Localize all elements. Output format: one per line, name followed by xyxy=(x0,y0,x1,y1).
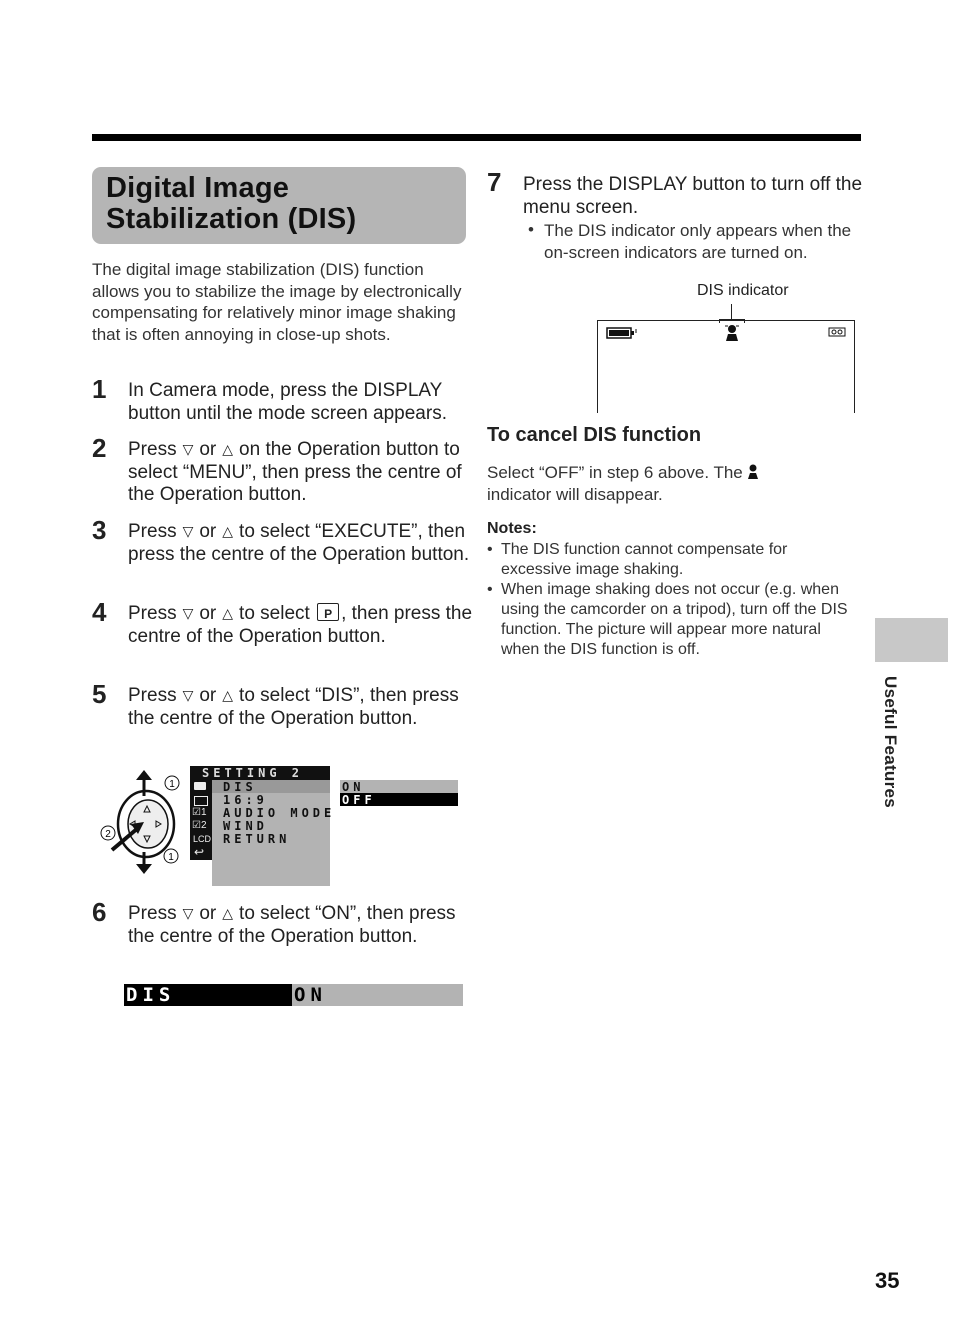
dis-bar-label: DIS xyxy=(126,984,176,1006)
step-text-rest: to select “ON”, then press the centre of the Operation button. xyxy=(128,903,456,947)
dis-status-bar xyxy=(124,984,463,1006)
step-number: 6 xyxy=(92,897,107,927)
step-text-mid: to select xyxy=(239,603,310,624)
step-text xyxy=(128,903,473,948)
step-text xyxy=(128,603,473,648)
digital-stabilizer-icon xyxy=(317,603,339,621)
step-text xyxy=(128,685,473,730)
callout-label: 2 xyxy=(105,829,111,840)
up-triangle-icon: △ xyxy=(222,905,234,921)
step-text-press: Press xyxy=(128,685,177,706)
down-triangle-icon: ▽ xyxy=(182,905,194,921)
step-number: 3 xyxy=(92,515,107,545)
up-arrow-head xyxy=(136,770,152,780)
step-text-or: or xyxy=(199,521,217,542)
step-text-or: or xyxy=(199,603,217,624)
lcd-icon: LCD xyxy=(193,834,212,844)
down-triangle-icon: ▽ xyxy=(182,605,194,621)
menu-item-return: RETURN xyxy=(223,832,291,846)
step-text-or: or xyxy=(199,685,217,706)
up-triangle-icon: △ xyxy=(222,605,234,621)
step-number: 2 xyxy=(92,433,107,463)
camera-icon xyxy=(194,782,206,790)
section-title-line1: Digital Image xyxy=(106,172,290,204)
step-text-rest: to select “DIS”, then press the centre of the Operation button. xyxy=(128,685,459,729)
step-text-rest: to select “EXECUTE”, then press the centre of the Operation button. xyxy=(128,521,470,565)
step-text-press: Press xyxy=(128,603,177,624)
setting1-icon: ☑1 xyxy=(192,807,207,818)
down-triangle-icon: ▽ xyxy=(182,441,194,457)
return-icon: ↩ xyxy=(194,845,205,859)
step-text-press: Press xyxy=(128,439,177,460)
side-tab xyxy=(875,618,948,662)
down-triangle-icon: ▽ xyxy=(182,523,194,539)
section-title xyxy=(106,173,456,235)
step-number: 4 xyxy=(92,597,107,627)
bullet: • xyxy=(487,581,493,598)
note-item: The DIS function cannot compensate for excessive image shaking. xyxy=(501,541,788,578)
step-text-press: Press xyxy=(128,903,177,924)
step-text xyxy=(128,521,473,566)
setting2-icon: ☑2 xyxy=(192,820,207,831)
step-text-or: or xyxy=(199,903,217,924)
intro-paragraph: The digital image stabilization (DIS) function allows you to stabilize the image by electronically compensating for relatively minor image shaking that is often annoying in close-up shots. xyxy=(92,260,462,344)
note-item: When image shaking does not occur (e.g. when using the camcorder on a tripod), turn off the DIS function. The picture will appear more natural when the DIS function is off. xyxy=(501,581,848,658)
side-section-label: Useful Features xyxy=(881,676,900,809)
camera-settings-icon xyxy=(194,796,208,806)
step-text-rest: on the Operation button to select “MENU”, then press the centre of the Operation button. xyxy=(128,439,462,505)
tape-icon xyxy=(828,327,846,337)
down-triangle-icon: ▽ xyxy=(182,687,194,703)
up-triangle-icon: △ xyxy=(222,687,234,703)
option-off: OFF xyxy=(342,793,376,807)
bullet: • xyxy=(528,220,534,239)
notes-heading: Notes: xyxy=(487,520,537,537)
step-text-or: or xyxy=(199,439,217,460)
up-triangle-icon: △ xyxy=(222,523,234,539)
menu-item-16-9: 16:9 xyxy=(223,793,268,807)
page-number: 35 xyxy=(875,1268,900,1293)
menu-item-audio-mode: AUDIO MODE xyxy=(223,806,336,820)
top-rule xyxy=(92,134,861,141)
down-arrow-head xyxy=(136,864,152,874)
battery-icon xyxy=(606,326,638,340)
cancel-text-after: indicator will disappear. xyxy=(487,484,663,504)
viewfinder-screen xyxy=(597,320,855,413)
bullet: • xyxy=(487,541,493,558)
step-text: In Camera mode, press the DISPLAY button until the mode screen appears. xyxy=(128,380,447,424)
dis-indicator-icon xyxy=(724,324,740,342)
up-triangle-icon: △ xyxy=(222,441,234,457)
step-number: 7 xyxy=(487,167,502,197)
cancel-text xyxy=(487,462,847,505)
dis-bar-value: ON xyxy=(294,984,327,1006)
indicator-leader-line xyxy=(731,304,732,320)
cancel-text-before: Select “OFF” in step 6 above. The xyxy=(487,463,743,482)
dis-indicator-label: DIS indicator xyxy=(697,282,789,299)
option-on: ON xyxy=(342,780,365,794)
step7-note: The DIS indicator only appears when the on-screen indicators are turned on. xyxy=(544,221,852,262)
callout-label: 1 xyxy=(168,852,174,863)
dis-indicator-icon xyxy=(747,464,759,480)
menu-header: SETTING 2 xyxy=(202,766,304,780)
menu-screen xyxy=(190,766,460,886)
step-text xyxy=(128,439,473,507)
operation-button-illustration xyxy=(96,768,190,878)
menu-item-wind: WIND xyxy=(223,819,268,833)
step-text-rest: , then press the centre of the Operation button. xyxy=(128,603,473,647)
callout-label: 1 xyxy=(169,779,175,790)
menu-item-dis: DIS xyxy=(223,780,257,794)
step-number: 1 xyxy=(92,374,107,404)
section-title-line2: Stabilization (DIS) xyxy=(106,203,357,235)
step-text: Press the DISPLAY button to turn off the menu screen. xyxy=(523,174,863,218)
cancel-heading: To cancel DIS function xyxy=(487,424,702,446)
step-text-press: Press xyxy=(128,521,177,542)
step-number: 5 xyxy=(92,679,107,709)
